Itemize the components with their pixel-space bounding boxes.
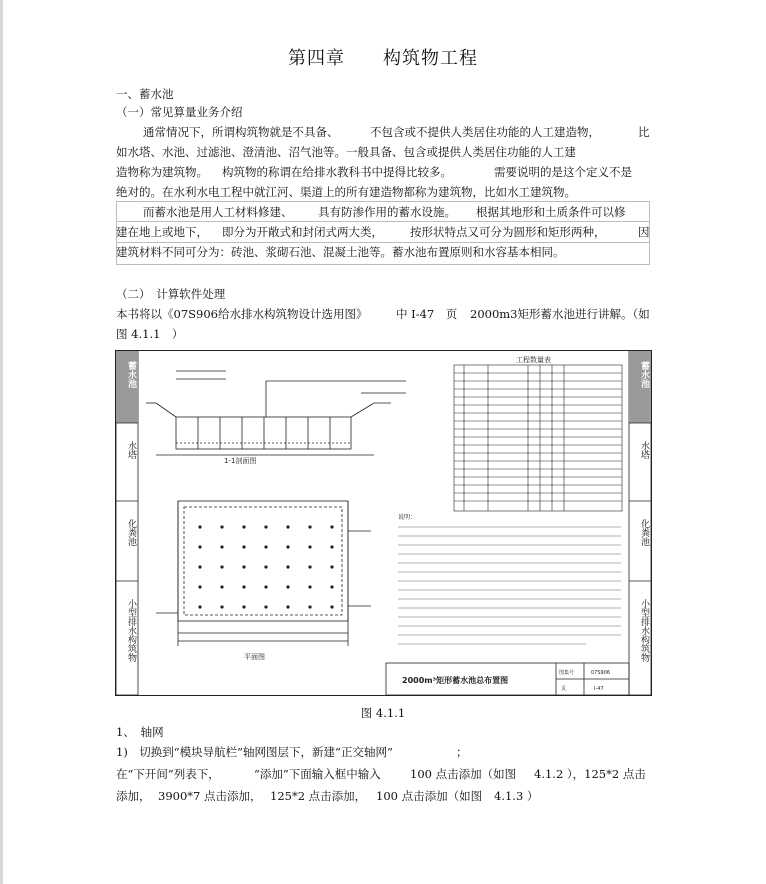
left-tab-drainage: 小型排水构筑物 [126, 599, 136, 662]
section-label: 1-1剖面图 [224, 457, 257, 465]
section2-line1c: 2000m3矩形蓄水池进行讲解。（如 [470, 307, 650, 321]
step3-a: 添加， [116, 789, 151, 803]
para1-line2: 如水塔、水池、过滤池、澄清池、沼气池等。一般具备、包含或提供人类居住功能的人工建 [116, 145, 576, 159]
para1-line1b: 不包含或不提供人类居住功能的人工建造物， [370, 125, 600, 139]
para2-line2c: 按形状特点又可分为圆形和矩形两种， [410, 225, 606, 239]
right-tab-septic-tank: 化粪池 [639, 519, 649, 546]
atlas-number: 07S906 [591, 670, 611, 676]
axis-heading: 1、 轴网 [116, 725, 164, 739]
step3-d: 100 点击添加（如图 [376, 789, 483, 803]
step2-d: 4.1.2 ），125*2 点击 [534, 767, 646, 781]
plan-label: 平面图 [244, 653, 265, 661]
section2-line1a: 本书将以《07S906给水排水构筑物设计选用图》 [116, 307, 368, 321]
para1-line1c: 比 [638, 125, 650, 139]
chapter-title [0, 44, 766, 70]
step2-b: “添加”下面输入框中输入 [254, 767, 381, 781]
left-tab-water-tower: 水塔 [126, 441, 136, 459]
atlas-label: 图集号 [559, 670, 575, 676]
step1-a: 1) 切换到“模块导航栏”轴网图层下，新建“正交轴网” [116, 745, 393, 759]
figure-caption: 图 4.1.1 [360, 706, 406, 720]
section2-heading: （二） 计算软件处理 [116, 287, 226, 301]
step2-a: 在“下开间”列表下， [116, 767, 220, 781]
notes-title: 说明： [398, 514, 417, 521]
step3-c: 125*2 点击添加， [270, 789, 367, 803]
step3-e: 4.1.3 ） [494, 789, 539, 803]
section2-line2: 图 4.1.1 ） [116, 327, 184, 341]
left-tab-septic-tank: 化粪池 [126, 519, 136, 546]
step1-b: ； [456, 745, 468, 759]
right-tab-drainage: 小型排水构筑物 [639, 599, 649, 662]
page-label: 页 [561, 686, 567, 692]
right-tab-water-tower: 水塔 [639, 441, 649, 459]
section2-line1b: 中 I-47 页 [396, 307, 458, 321]
para2-line2a: 建在地上或地下， [116, 225, 208, 239]
para2-line1a: 而蓄水池是用人工材料修建、 [143, 205, 293, 219]
page-number: I-47 [594, 686, 604, 692]
table-title: 工程数量表 [516, 356, 551, 364]
para2-line1b: 具有防渗作用的蓄水设施。 [318, 205, 456, 219]
para1-line1a: 通常情况下，所谓构筑物就是不具备、 [143, 125, 339, 139]
para2-line1c: 根据其地形和土质条件可以修 [476, 205, 626, 219]
para1-line4: 绝对的。在水利水电工程中就江河、渠道上的所有建造物都称为建筑物，比如水工建筑物。 [116, 185, 576, 199]
para1-line3c: 需要说明的是这个定义不是 [494, 165, 632, 179]
step3-b: 3900*7 点击添加， [158, 789, 262, 803]
para1-line3a: 造物称为建筑物。 [116, 165, 208, 179]
drawing-figure [115, 350, 652, 696]
step2-c: 100 点击添加（如图 [410, 767, 517, 781]
drawing-title: 2000m³矩形蓄水池总布置图 [402, 676, 509, 685]
right-tab-reservoir: 蓄水池 [639, 361, 649, 388]
page-edge [0, 0, 3, 884]
para1-line3b: 构筑物的称谓在给排水教科书中提得比较多。 [222, 165, 452, 179]
left-tab-reservoir: 蓄水池 [126, 361, 136, 388]
chapter-number: 第四章 [288, 48, 345, 69]
para2-line3: 建筑材料不同可分为：砖池、浆砌石池、混凝土池等。蓄水池布置原则和水容基本相同。 [116, 245, 565, 259]
para2-line2b: 即分为开敞式和封闭式两大类， [222, 225, 383, 239]
subsection-heading: （一）常见算量业务介绍 [116, 105, 243, 119]
chapter-name: 构筑物工程 [383, 48, 478, 69]
para2-line2d: 因 [638, 225, 650, 239]
section-heading: 一、蓄水池 [116, 87, 174, 101]
